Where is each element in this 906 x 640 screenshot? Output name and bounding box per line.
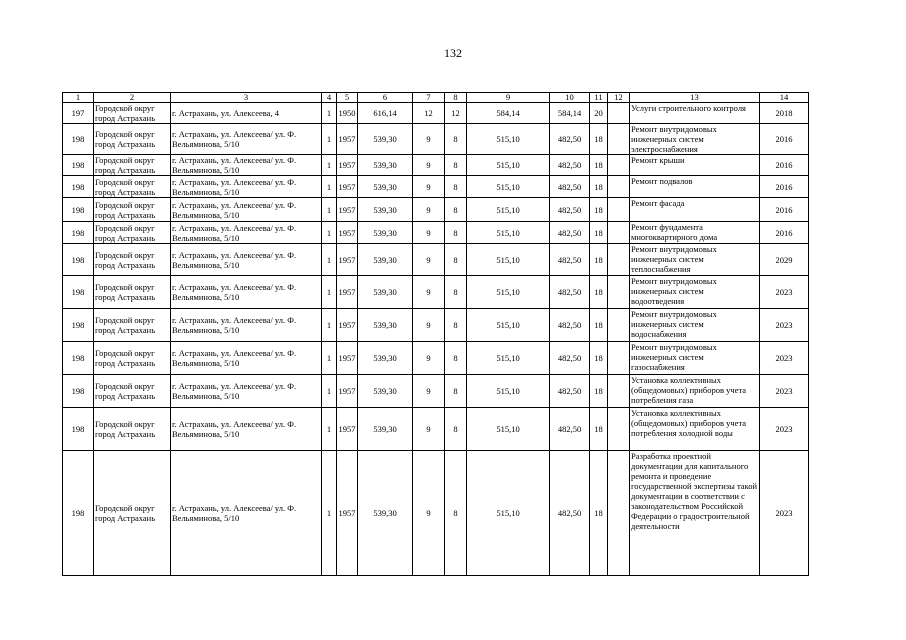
address-cell: г. Астрахань, ул. Алексеева/ ул. Ф. Вельяминова, 5/10 bbox=[171, 198, 322, 222]
col-12-cell bbox=[608, 408, 630, 451]
col-8-cell: 8 bbox=[445, 342, 467, 375]
residents-cell: 18 bbox=[590, 342, 608, 375]
area-10-cell: 482,50 bbox=[550, 198, 590, 222]
area-10-cell: 482,50 bbox=[550, 342, 590, 375]
table-row bbox=[63, 222, 809, 244]
residents-cell: 18 bbox=[590, 375, 608, 408]
total-area-cell: 539,30 bbox=[358, 309, 413, 342]
col-12-cell bbox=[608, 124, 630, 155]
address-cell: г. Астрахань, ул. Алексеева/ ул. Ф. Вельяминова, 5/10 bbox=[171, 408, 322, 451]
area-10-cell: 482,50 bbox=[550, 309, 590, 342]
col-7-cell: 9 bbox=[413, 342, 445, 375]
municipality-cell: Городской округ город Астрахань bbox=[94, 176, 171, 198]
total-area-cell: 539,30 bbox=[358, 222, 413, 244]
residents-cell: 18 bbox=[590, 176, 608, 198]
address-cell: г. Астрахань, ул. Алексеева/ ул. Ф. Вельяминова, 5/10 bbox=[171, 342, 322, 375]
table-row bbox=[63, 276, 809, 309]
work-type-cell: Ремонт внутридомовых инженерных систем электроснабжения bbox=[630, 124, 760, 155]
header-cell-11: 11 bbox=[590, 93, 608, 103]
year-built-cell: 1957 bbox=[337, 244, 358, 276]
plan-year-cell: 2016 bbox=[760, 176, 809, 198]
header-cell-3: 3 bbox=[171, 93, 322, 103]
address-cell: г. Астрахань, ул. Алексеева/ ул. Ф. Вельяминова, 5/10 bbox=[171, 276, 322, 309]
total-area-cell: 539,30 bbox=[358, 451, 413, 576]
col-8-cell: 8 bbox=[445, 375, 467, 408]
col-12-cell bbox=[608, 309, 630, 342]
col-7-cell: 9 bbox=[413, 124, 445, 155]
col-4-cell: 1 bbox=[322, 451, 337, 576]
address-cell: г. Астрахань, ул. Алексеева/ ул. Ф. Вельяминова, 5/10 bbox=[171, 124, 322, 155]
area-9-cell: 515,10 bbox=[467, 375, 550, 408]
address-cell: г. Астрахань, ул. Алексеева, 4 bbox=[171, 103, 322, 124]
plan-year-cell: 2016 bbox=[760, 222, 809, 244]
area-10-cell: 482,50 bbox=[550, 124, 590, 155]
work-type-cell: Установка коллективных (общедомовых) приборов учета потребления холодной воды bbox=[630, 408, 760, 451]
municipality-cell: Городской округ город Астрахань bbox=[94, 124, 171, 155]
work-type-cell: Ремонт крыши bbox=[630, 155, 760, 176]
col-4-cell: 1 bbox=[322, 375, 337, 408]
residents-cell: 18 bbox=[590, 408, 608, 451]
row-number-cell: 198 bbox=[63, 375, 94, 408]
year-built-cell: 1957 bbox=[337, 176, 358, 198]
col-8-cell: 8 bbox=[445, 408, 467, 451]
municipality-cell: Городской округ город Астрахань bbox=[94, 408, 171, 451]
area-9-cell: 515,10 bbox=[467, 451, 550, 576]
col-12-cell bbox=[608, 451, 630, 576]
col-7-cell: 9 bbox=[413, 198, 445, 222]
header-cell-7: 7 bbox=[413, 93, 445, 103]
municipality-cell: Городской округ город Астрахань bbox=[94, 342, 171, 375]
col-12-cell bbox=[608, 155, 630, 176]
plan-year-cell: 2023 bbox=[760, 408, 809, 451]
plan-year-cell: 2016 bbox=[760, 124, 809, 155]
col-12-cell bbox=[608, 103, 630, 124]
col-8-cell: 8 bbox=[445, 155, 467, 176]
area-9-cell: 515,10 bbox=[467, 408, 550, 451]
header-cell-8: 8 bbox=[445, 93, 467, 103]
col-4-cell: 1 bbox=[322, 198, 337, 222]
work-type-cell: Ремонт внутридомовых инженерных систем теплоснабжения bbox=[630, 244, 760, 276]
col-12-cell bbox=[608, 375, 630, 408]
address-cell: г. Астрахань, ул. Алексеева/ ул. Ф. Вельяминова, 5/10 bbox=[171, 176, 322, 198]
municipality-cell: Городской округ город Астрахань bbox=[94, 103, 171, 124]
area-10-cell: 482,50 bbox=[550, 375, 590, 408]
col-12-cell bbox=[608, 342, 630, 375]
address-cell: г. Астрахань, ул. Алексеева/ ул. Ф. Вельяминова, 5/10 bbox=[171, 155, 322, 176]
col-7-cell: 9 bbox=[413, 276, 445, 309]
work-type-cell: Ремонт фасада bbox=[630, 198, 760, 222]
header-cell-4: 4 bbox=[322, 93, 337, 103]
area-9-cell: 584,14 bbox=[467, 103, 550, 124]
plan-year-cell: 2018 bbox=[760, 103, 809, 124]
table-row bbox=[63, 103, 809, 124]
residents-cell: 18 bbox=[590, 222, 608, 244]
table-row bbox=[63, 244, 809, 276]
col-12-cell bbox=[608, 244, 630, 276]
col-8-cell: 8 bbox=[445, 222, 467, 244]
total-area-cell: 539,30 bbox=[358, 375, 413, 408]
area-10-cell: 584,14 bbox=[550, 103, 590, 124]
row-number-cell: 198 bbox=[63, 244, 94, 276]
area-10-cell: 482,50 bbox=[550, 155, 590, 176]
work-type-cell: Ремонт внутридомовых инженерных систем водоотведения bbox=[630, 276, 760, 309]
residents-cell: 18 bbox=[590, 155, 608, 176]
col-7-cell: 9 bbox=[413, 408, 445, 451]
area-10-cell: 482,50 bbox=[550, 176, 590, 198]
plan-year-cell: 2016 bbox=[760, 155, 809, 176]
row-number-cell: 197 bbox=[63, 103, 94, 124]
plan-year-cell: 2023 bbox=[760, 276, 809, 309]
col-8-cell: 8 bbox=[445, 124, 467, 155]
header-cell-12: 12 bbox=[608, 93, 630, 103]
area-10-cell: 482,50 bbox=[550, 451, 590, 576]
col-7-cell: 12 bbox=[413, 103, 445, 124]
table-row bbox=[63, 408, 809, 451]
municipality-cell: Городской округ город Астрахань bbox=[94, 309, 171, 342]
year-built-cell: 1957 bbox=[337, 451, 358, 576]
area-9-cell: 515,10 bbox=[467, 309, 550, 342]
plan-year-cell: 2023 bbox=[760, 309, 809, 342]
header-cell-2: 2 bbox=[94, 93, 171, 103]
year-built-cell: 1957 bbox=[337, 408, 358, 451]
municipality-cell: Городской округ город Астрахань bbox=[94, 276, 171, 309]
col-4-cell: 1 bbox=[322, 276, 337, 309]
year-built-cell: 1957 bbox=[337, 309, 358, 342]
col-4-cell: 1 bbox=[322, 309, 337, 342]
header-cell-5: 5 bbox=[337, 93, 358, 103]
capital-repair-table bbox=[62, 92, 809, 576]
area-9-cell: 515,10 bbox=[467, 342, 550, 375]
address-cell: г. Астрахань, ул. Алексеева/ ул. Ф. Вельяминова, 5/10 bbox=[171, 451, 322, 576]
address-cell: г. Астрахань, ул. Алексеева/ ул. Ф. Вельяминова, 5/10 bbox=[171, 309, 322, 342]
area-9-cell: 515,10 bbox=[467, 276, 550, 309]
plan-year-cell: 2029 bbox=[760, 244, 809, 276]
col-7-cell: 9 bbox=[413, 155, 445, 176]
area-10-cell: 482,50 bbox=[550, 408, 590, 451]
col-4-cell: 1 bbox=[322, 222, 337, 244]
table-row bbox=[63, 451, 809, 576]
work-type-cell: Разработка проектной документации для капитального ремонта и проведение государственной экспертизы такой документации в соответствии с законодательством Российской Федерации о градостроительной деятельности bbox=[630, 451, 760, 576]
page-number: 132 bbox=[444, 46, 462, 60]
year-built-cell: 1957 bbox=[337, 198, 358, 222]
col-7-cell: 9 bbox=[413, 309, 445, 342]
year-built-cell: 1957 bbox=[337, 342, 358, 375]
header-cell-10: 10 bbox=[550, 93, 590, 103]
table-row bbox=[63, 124, 809, 155]
area-9-cell: 515,10 bbox=[467, 244, 550, 276]
col-7-cell: 9 bbox=[413, 222, 445, 244]
table-row bbox=[63, 155, 809, 176]
municipality-cell: Городской округ город Астрахань bbox=[94, 375, 171, 408]
total-area-cell: 539,30 bbox=[358, 342, 413, 375]
municipality-cell: Городской округ город Астрахань bbox=[94, 155, 171, 176]
total-area-cell: 539,30 bbox=[358, 198, 413, 222]
row-number-cell: 198 bbox=[63, 198, 94, 222]
table-row bbox=[63, 342, 809, 375]
col-7-cell: 9 bbox=[413, 244, 445, 276]
row-number-cell: 198 bbox=[63, 155, 94, 176]
col-8-cell: 8 bbox=[445, 244, 467, 276]
row-number-cell: 198 bbox=[63, 342, 94, 375]
residents-cell: 18 bbox=[590, 244, 608, 276]
municipality-cell: Городской округ город Астрахань bbox=[94, 222, 171, 244]
address-cell: г. Астрахань, ул. Алексеева/ ул. Ф. Вельяминова, 5/10 bbox=[171, 244, 322, 276]
year-built-cell: 1957 bbox=[337, 155, 358, 176]
municipality-cell: Городской округ город Астрахань bbox=[94, 451, 171, 576]
area-9-cell: 515,10 bbox=[467, 155, 550, 176]
row-number-cell: 198 bbox=[63, 408, 94, 451]
table-row bbox=[63, 309, 809, 342]
plan-year-cell: 2023 bbox=[760, 451, 809, 576]
year-built-cell: 1957 bbox=[337, 375, 358, 408]
residents-cell: 18 bbox=[590, 124, 608, 155]
total-area-cell: 539,30 bbox=[358, 244, 413, 276]
residents-cell: 18 bbox=[590, 276, 608, 309]
year-built-cell: 1957 bbox=[337, 222, 358, 244]
total-area-cell: 539,30 bbox=[358, 176, 413, 198]
row-number-cell: 198 bbox=[63, 222, 94, 244]
year-built-cell: 1957 bbox=[337, 124, 358, 155]
area-9-cell: 515,10 bbox=[467, 222, 550, 244]
col-7-cell: 9 bbox=[413, 451, 445, 576]
municipality-cell: Городской округ город Астрахань bbox=[94, 198, 171, 222]
col-4-cell: 1 bbox=[322, 408, 337, 451]
work-type-cell: Ремонт внутридомовых инженерных систем водоснабжения bbox=[630, 309, 760, 342]
work-type-cell: Услуги строительного контроля bbox=[630, 103, 760, 124]
col-8-cell: 12 bbox=[445, 103, 467, 124]
header-cell-9: 9 bbox=[467, 93, 550, 103]
year-built-cell: 1950 bbox=[337, 103, 358, 124]
col-4-cell: 1 bbox=[322, 103, 337, 124]
plan-year-cell: 2023 bbox=[760, 375, 809, 408]
residents-cell: 18 bbox=[590, 198, 608, 222]
row-number-cell: 198 bbox=[63, 124, 94, 155]
col-4-cell: 1 bbox=[322, 155, 337, 176]
year-built-cell: 1957 bbox=[337, 276, 358, 309]
row-number-cell: 198 bbox=[63, 176, 94, 198]
col-4-cell: 1 bbox=[322, 124, 337, 155]
area-9-cell: 515,10 bbox=[467, 198, 550, 222]
plan-year-cell: 2023 bbox=[760, 342, 809, 375]
col-12-cell bbox=[608, 198, 630, 222]
address-cell: г. Астрахань, ул. Алексеева/ ул. Ф. Вельяминова, 5/10 bbox=[171, 375, 322, 408]
table-header-row bbox=[63, 93, 809, 103]
address-cell: г. Астрахань, ул. Алексеева/ ул. Ф. Вельяминова, 5/10 bbox=[171, 222, 322, 244]
col-7-cell: 9 bbox=[413, 176, 445, 198]
header-cell-14: 14 bbox=[760, 93, 809, 103]
area-10-cell: 482,50 bbox=[550, 222, 590, 244]
plan-year-cell: 2016 bbox=[760, 198, 809, 222]
row-number-cell: 198 bbox=[63, 451, 94, 576]
col-4-cell: 1 bbox=[322, 342, 337, 375]
total-area-cell: 539,30 bbox=[358, 124, 413, 155]
col-4-cell: 1 bbox=[322, 244, 337, 276]
header-cell-1: 1 bbox=[63, 93, 94, 103]
work-type-cell: Ремонт фундамента многоквартирного дома bbox=[630, 222, 760, 244]
area-9-cell: 515,10 bbox=[467, 124, 550, 155]
area-10-cell: 482,50 bbox=[550, 244, 590, 276]
residents-cell: 18 bbox=[590, 451, 608, 576]
col-12-cell bbox=[608, 176, 630, 198]
work-type-cell: Ремонт подвалов bbox=[630, 176, 760, 198]
col-8-cell: 8 bbox=[445, 176, 467, 198]
work-type-cell: Ремонт внутридомовых инженерных систем газоснабжения bbox=[630, 342, 760, 375]
col-8-cell: 8 bbox=[445, 198, 467, 222]
total-area-cell: 539,30 bbox=[358, 155, 413, 176]
work-type-cell: Установка коллективных (общедомовых) приборов учета потребления газа bbox=[630, 375, 760, 408]
col-12-cell bbox=[608, 276, 630, 309]
col-8-cell: 8 bbox=[445, 309, 467, 342]
residents-cell: 18 bbox=[590, 309, 608, 342]
table-row bbox=[63, 176, 809, 198]
col-4-cell: 1 bbox=[322, 176, 337, 198]
table-row bbox=[63, 198, 809, 222]
total-area-cell: 616,14 bbox=[358, 103, 413, 124]
total-area-cell: 539,30 bbox=[358, 408, 413, 451]
residents-cell: 20 bbox=[590, 103, 608, 124]
col-8-cell: 8 bbox=[445, 276, 467, 309]
area-9-cell: 515,10 bbox=[467, 176, 550, 198]
header-cell-13: 13 bbox=[630, 93, 760, 103]
col-12-cell bbox=[608, 222, 630, 244]
area-10-cell: 482,50 bbox=[550, 276, 590, 309]
row-number-cell: 198 bbox=[63, 276, 94, 309]
col-8-cell: 8 bbox=[445, 451, 467, 576]
municipality-cell: Городской округ город Астрахань bbox=[94, 244, 171, 276]
row-number-cell: 198 bbox=[63, 309, 94, 342]
header-cell-6: 6 bbox=[358, 93, 413, 103]
table-row bbox=[63, 375, 809, 408]
total-area-cell: 539,30 bbox=[358, 276, 413, 309]
col-7-cell: 9 bbox=[413, 375, 445, 408]
